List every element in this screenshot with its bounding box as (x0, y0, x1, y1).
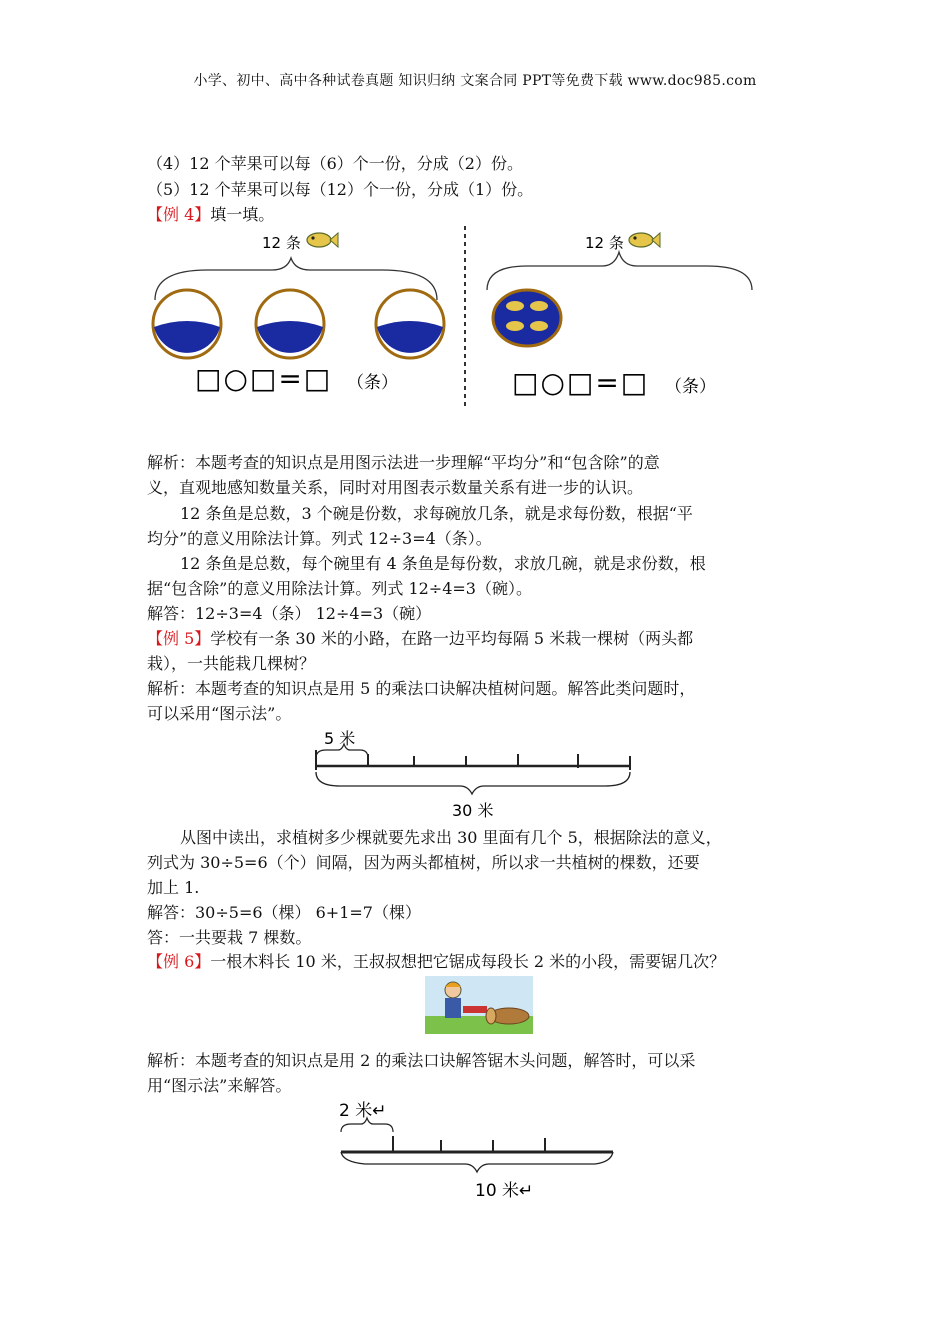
answer-line: 答：一共要栽 7 棵数。 (147, 928, 312, 947)
text-line: 义，直观地感知数量关系，同时对用图表示数量关系有进一步的认识。 (147, 478, 644, 497)
text-line: 12 条鱼是总数，每个碗里有 4 条鱼是每份数，求放几碗，就是求份数，根 (180, 554, 706, 573)
example-5-diagram (300, 724, 645, 824)
example-text: 一根木料长 10 米，王叔叔想把它锯成每段长 2 米的小段，需要锯几次？ (210, 952, 726, 971)
text-line: 解析：本题考查的知识点是用 2 的乘法口诀解答锯木头问题，解答时，可以采 (147, 1051, 696, 1070)
man-sawing-log-illustration (425, 976, 533, 1034)
text-line: 解析：本题考查的知识点是用图示法进一步理解“平均分”和“包含除”的意 (147, 453, 660, 472)
text-line: 12 条鱼是总数，3 个碗是份数，求每碗放几条，就是求每份数，根据“平 (180, 504, 693, 523)
bowl-icon (376, 290, 444, 358)
text-line: 据“包含除”的意义用除法计算。列式 12÷4=3（碗）。 (147, 579, 532, 598)
page-header: 小学、初中、高中各种试卷真题 知识归纳 文案合同 PPT等免费下载 www.doc985.com (193, 73, 757, 89)
segment-label: 5 米 (324, 729, 356, 748)
example-tag: 【例 6】 (147, 952, 211, 971)
left-label: 12 条 (262, 234, 301, 252)
text-line: 用“图示法”来解答。 (147, 1076, 292, 1095)
fish-icon (629, 233, 660, 247)
right-unit: （条） (665, 377, 716, 397)
right-label: 12 条 (585, 234, 624, 252)
right-equation: □○□=□ (512, 366, 650, 399)
total-brace (316, 772, 630, 794)
answer-line: 解答：12÷3=4（条） 12÷4=3（碗） (147, 604, 432, 623)
example-5-heading (147, 627, 693, 651)
bowl-icon (256, 290, 324, 358)
example-6-heading (147, 950, 725, 974)
answer-line: 解答：30÷5=6（棵） 6+1=7（棵） (147, 903, 421, 922)
text-line: 栽），一共能栽几棵树？ (147, 654, 316, 673)
total-label: 30 米 (452, 801, 494, 820)
text-line: 可以采用“图示法”。 (147, 704, 292, 723)
example-tag: 【例 5】 (147, 629, 211, 648)
total-label: 10 米↵ (475, 1181, 534, 1201)
example-title: 填一填。 (210, 205, 275, 224)
left-unit: （条） (347, 373, 398, 393)
example-text: 学校有一条 30 米的小路，在路一边平均每隔 5 米栽一棵树（两头都 (210, 629, 694, 648)
text-line: 解析：本题考查的知识点是用 5 的乘法口诀解决植树问题。解答此类问题时， (147, 679, 696, 698)
total-brace (341, 1152, 613, 1172)
text-line: 列式为 30÷5=6（个）间隔，因为两头都植树，所以求一共植树的棵数，还要 (147, 853, 700, 872)
segment-label: 2 米↵ (339, 1101, 387, 1121)
chainsaw-icon (463, 1006, 487, 1013)
text-line: 均分”的意义用除法计算。列式 12÷3=4（条）。 (147, 529, 492, 548)
left-equation: □○□=□ (195, 362, 333, 395)
example-tag: 【例 4】 (147, 205, 211, 224)
example-6-diagram (325, 1096, 635, 1206)
right-brace (487, 252, 752, 290)
text-line: （5）12 个苹果可以每（12）个一份，分成（1）份。 (147, 180, 534, 199)
text-line: 从图中读出，求植树多少棵就要先求出 30 里面有几个 5，根据除法的意义， (180, 828, 722, 847)
bowl-icon (153, 290, 221, 358)
bowl-with-fish-icon (493, 290, 561, 346)
example-4-figure (147, 222, 777, 412)
fish-icon (307, 233, 338, 247)
text-line: 加上 1. (147, 878, 200, 897)
text-line: （4）12 个苹果可以每（6）个一份，分成（2）份。 (147, 154, 523, 173)
